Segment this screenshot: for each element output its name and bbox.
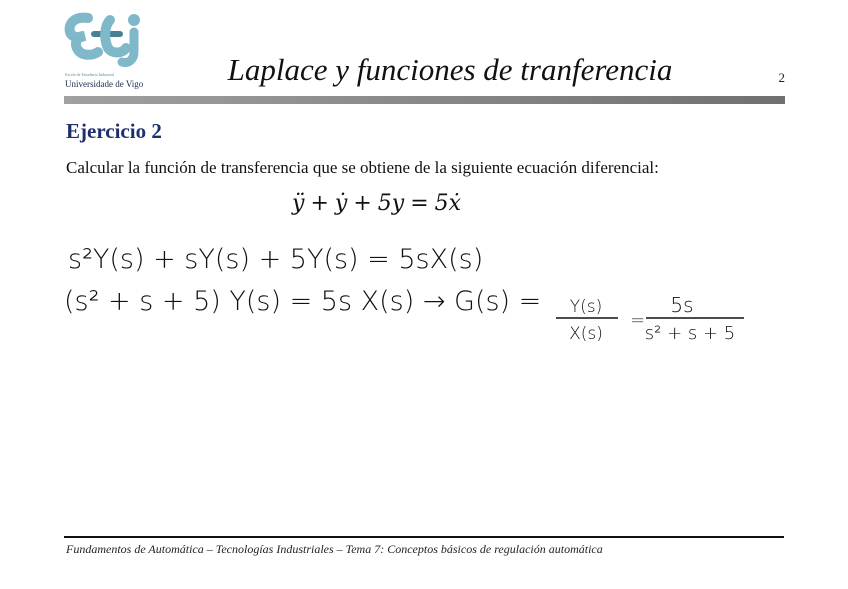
logo-school-name: Escola de Enxeñaría Industrial — [65, 72, 114, 77]
equation-equals: = — [410, 191, 429, 216]
handwritten-line-2: (s² + s + 5) Y(s) = 5s X(s) → G(s) = — [64, 286, 542, 317]
university-logo — [64, 10, 144, 92]
fraction2-denominator: s² + s + 5 — [644, 323, 736, 344]
eei-logo-icon — [64, 10, 144, 70]
exercise-statement: Calcular la función de transferencia que se obtiene de la siguiente ecuación diferencial: — [66, 158, 659, 177]
differential-equation — [292, 191, 461, 216]
equation-rhs: 5ẋ — [434, 191, 462, 216]
logo-university-name: Universidade de Vigo — [65, 79, 144, 89]
handwritten-line-1: s²Y(s) + sY(s) + 5Y(s) = 5sX(s) — [68, 244, 484, 275]
fraction1-numerator: Y(s) — [569, 297, 603, 317]
equation-plus: + — [353, 191, 372, 216]
equation-term-yd: ẏ — [334, 191, 348, 216]
fraction2-numerator: 5s — [670, 293, 694, 317]
fraction1-denominator: X(s) — [569, 324, 603, 344]
page-number: 2 — [778, 70, 785, 85]
footer-text: Fundamentos de Automática – Tecnologías Industriales – Tema 7: Conceptos básicos de regulación automática — [66, 542, 603, 556]
equation-plus: + — [310, 191, 329, 216]
handwritten-solution — [60, 228, 760, 353]
title-divider-bar — [64, 96, 785, 104]
handwritten-equals: = — [630, 310, 646, 331]
slide-title: Laplace y funciones de tranferencia — [227, 52, 673, 87]
equation-term-5y: 5y — [377, 191, 405, 216]
footer-divider — [64, 536, 784, 538]
equation-term-ydd: ÿ — [292, 191, 305, 216]
section-title: Ejercicio 2 — [66, 119, 162, 143]
